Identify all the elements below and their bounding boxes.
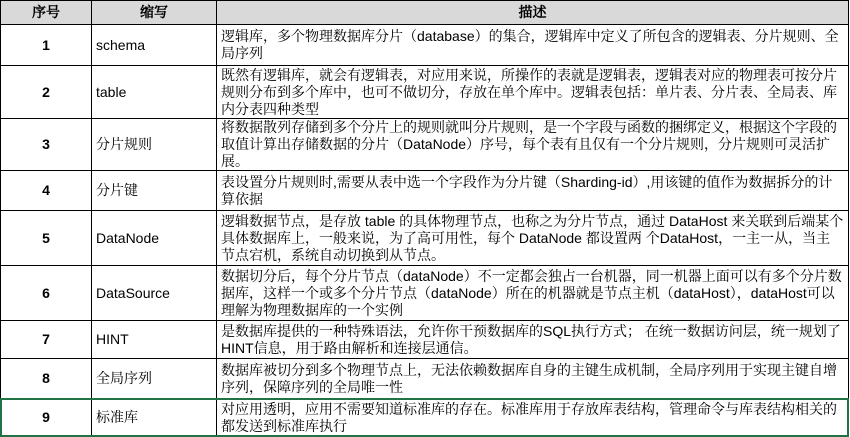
description-cell[interactable]: [217, 359, 849, 399]
abbreviation: schema: [96, 36, 146, 53]
index-cell[interactable]: [1, 359, 92, 399]
description-cell[interactable]: [217, 266, 849, 321]
row-index: 8: [42, 370, 50, 386]
description-cell[interactable]: [217, 25, 849, 66]
description: 是数据库提供的一种特殊语法，允许你干预数据库的SQL执行方式； 在统一数据访问层，统一规划了HINT信息，用于路由解析和连接层通信。: [221, 322, 841, 356]
abbreviation: 分片规则: [96, 136, 152, 152]
description-cell[interactable]: [217, 119, 849, 171]
abbreviation: HINT: [96, 331, 129, 347]
abbreviation-cell[interactable]: [92, 171, 217, 211]
header-cell-abbreviation[interactable]: [92, 1, 217, 25]
index-cell[interactable]: [1, 66, 92, 119]
abbreviation: DataNode: [96, 229, 160, 246]
row-index: 3: [42, 136, 50, 152]
abbreviation-cell[interactable]: [92, 359, 217, 399]
header-cell-index[interactable]: [1, 1, 92, 25]
abbreviation: table: [96, 83, 127, 100]
description: 将数据散列存储到多个分片上的规则就叫分片规则，是一个字段与函数的捆绑定义，根据这个字段的取值计算出存储数据的分片（DataNode）序号，每个表有且仅有一个分片规则，分片规则可灵活扩展。: [221, 119, 837, 169]
abbreviation-cell[interactable]: [92, 399, 217, 437]
header-index-label: 序号: [32, 4, 60, 20]
row-index: 7: [42, 331, 50, 347]
index-cell[interactable]: [1, 399, 92, 437]
abbreviation-cell[interactable]: [92, 321, 217, 359]
row-index: 9: [42, 409, 50, 425]
description: 数据库被切分到多个物理节点上，无法依赖数据库自身的主键生成机制，全局序列用于实现主键自增序列，保障序列的全局唯一性: [221, 361, 837, 395]
abbreviation: 全局序列: [96, 370, 152, 386]
description: 数据切分后，每个分片节点（dataNode）不一定都会独占一台机器，同一机器上面可以有多个分片数据库，这样一个或多个分片节点（dataNode）所在的机器就是节点主机（dataHost），dataHost可以理解为物理数据库的一个实例: [221, 267, 842, 318]
description: 对应用透明，应用不需要知道标准库的存在。标准库用于存放库表结构，管理命令与库表结构相关的都发送到标准库执行: [221, 400, 837, 434]
index-cell[interactable]: [1, 266, 92, 321]
abbreviation-cell[interactable]: [92, 119, 217, 171]
index-cell[interactable]: [1, 321, 92, 359]
index-cell[interactable]: [1, 171, 92, 211]
row-index: 4: [42, 182, 50, 198]
row-index: 2: [42, 83, 50, 100]
index-cell[interactable]: [1, 211, 92, 266]
abbreviation: 标准库: [96, 409, 138, 425]
description: 逻辑库，多个物理数据库分片（database）的集合，逻辑库中定义了所包含的逻辑表、分片规则、全局序列: [221, 28, 839, 61]
header-cell-description[interactable]: [217, 1, 849, 25]
header-abbreviation-label: 缩写: [140, 4, 168, 20]
description-cell[interactable]: [217, 211, 849, 266]
row-index: 1: [42, 36, 50, 53]
description: 逻辑数据节点，是存放 table 的具体物理节点，也称之为分片节点，通过 DataHost 来关联到后端某个具体数据库上，一般来说，为了高可用性，每个 DataNode 都设置两 个DataHost，一主一从，当主节点宕机，系统自动切换到从节点。: [221, 212, 844, 263]
abbreviation-cell[interactable]: [92, 266, 217, 321]
description-cell[interactable]: [217, 399, 849, 437]
description: 表设置分片规则时,需要从表中选一个字段作为分片键（Sharding-id）,用该键的值作为数据拆分的计算依据: [221, 173, 833, 207]
header-description-label: 描述: [518, 4, 547, 20]
index-cell[interactable]: [1, 119, 92, 171]
description-cell[interactable]: [217, 171, 849, 211]
abbreviation-cell[interactable]: [92, 211, 217, 266]
abbreviation: DataSource: [96, 284, 170, 301]
abbreviation: 分片键: [96, 182, 138, 198]
abbreviation-cell[interactable]: [92, 66, 217, 119]
description-cell[interactable]: [217, 321, 849, 359]
index-cell[interactable]: [1, 25, 92, 66]
row-index: 5: [42, 229, 50, 246]
abbreviation-cell[interactable]: [92, 25, 217, 66]
row-index: 6: [42, 284, 50, 301]
description-cell[interactable]: [217, 66, 849, 119]
description: 既然有逻辑库，就会有逻辑表，对应用来说，所操作的表就是逻辑表，逻辑表对应的物理表可按分片规则分布到多个库中，也可不做切分，存放在单个库中。逻辑表包括：单片表、分片表、全局表、库内分表四种类型: [221, 66, 837, 117]
